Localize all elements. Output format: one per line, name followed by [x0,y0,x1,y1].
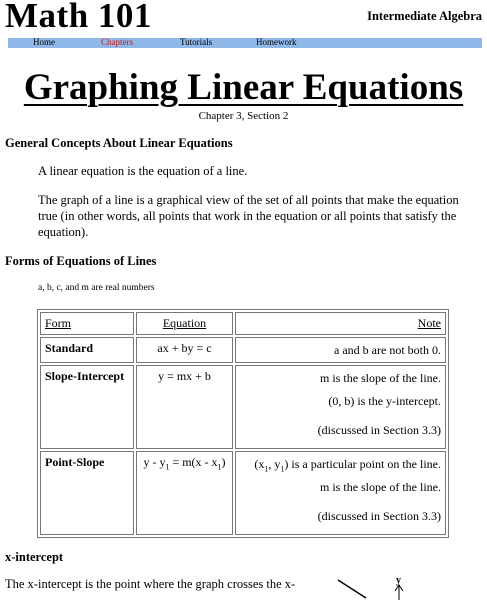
x-intercept-heading: x-intercept [5,550,64,564]
page-subtitle: Chapter 3, Section 2 [198,110,289,122]
table-cell-form: Point-Slope [40,451,134,535]
table-cell-note [235,337,446,363]
point-slope-equation: $y - y_1 = m(x - x_1)$ [143,455,226,472]
y-axis-label: y [396,575,401,586]
note-line: m is the slope of the line. [320,480,441,494]
table-cell-form: Slope-Intercept [40,365,134,449]
general-paragraph-2: The graph of a line is a graphical view of the set of all points that make the equation true (in other words, all points that work in the equation or all points that satisfy the equation). [38,193,459,239]
site-title: Math 101 [5,0,152,35]
forms-table [37,309,449,538]
table-row [40,365,446,449]
note-line: ($x_1$, $y_1$) is a particular point on the line. [254,457,441,474]
nav-home-link[interactable]: Home [33,37,55,47]
note-line: (discussed in Section 3.3) [317,509,441,523]
table-header-equation: Equation [136,312,233,335]
table-cell-note [235,365,446,449]
table-cell-form: Standard [40,337,134,363]
table-cell-equation: ax + by = c [136,337,233,363]
table-header-form: Form [40,312,134,335]
note-line: m is the slope of the line. [320,371,441,385]
nav-chapters-link[interactable]: Chapters [101,37,133,47]
nav-tutorials-link[interactable]: Tutorials [180,37,213,47]
note-line: (discussed in Section 3.3) [317,423,441,437]
general-concepts-heading: General Concepts About Linear Equations [5,136,233,150]
table-row [40,337,446,363]
nav-homework-link[interactable]: Homework [256,37,297,47]
forms-note: a, b, c, and m are real numbers [38,283,155,293]
table-cell-note [235,451,446,535]
table-cell-equation [136,451,233,535]
note-line: (0, b) is the y-intercept. [328,394,441,408]
page-title: Graphing Linear Equations [23,67,464,108]
site-header [0,0,487,38]
table-cell-equation: y = mx + b [136,365,233,449]
general-paragraph-1: A linear equation is the equation of a line. [38,164,248,178]
x-intercept-paragraph: The x-intercept is the point where the graph crosses the x- [5,577,296,591]
graph-line [338,580,366,598]
table-header-row [40,312,446,335]
course-subject: Intermediate Algebra [367,9,482,23]
note-line: a and b are not both 0. [334,343,441,357]
forms-heading: Forms of Equations of Lines [5,254,157,268]
table-row [40,451,446,535]
nav-bar [8,38,482,48]
table-header-note: Note [235,312,446,335]
